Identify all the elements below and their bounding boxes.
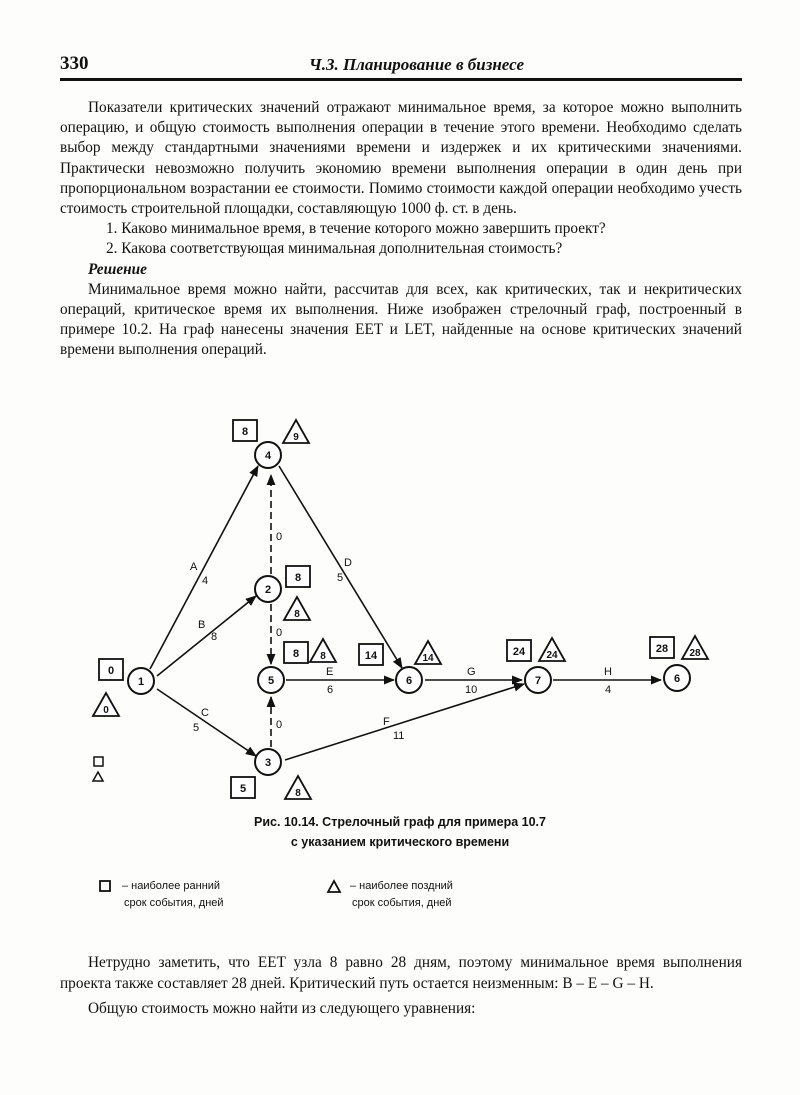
edge-H-label: H [604, 666, 612, 678]
legend-eet [100, 878, 224, 912]
eet-node-3: 5 [239, 783, 247, 795]
caption-line-1: Рис. 10.14. Стрелочный граф для примера 10.7 [254, 815, 546, 829]
edge-C-duration: 5 [193, 722, 200, 734]
key-triangle-glyph [93, 772, 103, 781]
edge-D-label: D [344, 557, 352, 569]
dummy-3-5-duration: 0 [276, 719, 283, 731]
eet-node-8: 28 [655, 643, 669, 655]
edge-A-label: A [190, 561, 198, 573]
legend-eet-line-1: – наиболее ранний [122, 880, 221, 892]
edge-B [157, 596, 256, 676]
let-node-4: 9 [293, 432, 299, 443]
dummy-2-5-duration: 0 [276, 627, 283, 639]
let-node-3: 8 [295, 788, 301, 799]
solution-paragraph: Минимальное время можно найти, рассчитав для всех, как критических, так и некритических операций, критическое время их выполнения. Ниже изображен стрелочный граф, построенный в примере 10.2. На граф нанесены значения EET и LET, найденные на основе критических значений времени выполнения операций. [60, 280, 742, 359]
dummy-2-4-duration: 0 [276, 531, 283, 543]
let-node-6: 14 [422, 653, 434, 664]
edge-G-label: G [467, 666, 476, 678]
edge-G-duration: 10 [465, 684, 478, 696]
node-4-id: 4 [264, 450, 272, 462]
node-1-id: 1 [137, 676, 145, 688]
running-title: Ч.3. Планирование в бизнесе [308, 55, 524, 74]
edge-E-label: E [326, 666, 334, 678]
conclusion-block [60, 952, 742, 1019]
page-number: 330 [60, 53, 89, 74]
eet-node-6: 14 [364, 650, 378, 662]
edge-F [285, 684, 524, 760]
eet-node-5: 8 [292, 648, 300, 660]
figure-caption [150, 812, 650, 852]
solution-heading: Решение [88, 260, 147, 278]
edge-F-label: F [383, 716, 390, 728]
legend-let-line-1: – наиболее поздний [350, 880, 453, 892]
eet-node-1: 0 [107, 665, 115, 677]
edge-B-duration: 8 [211, 631, 218, 643]
edge-D-duration: 5 [337, 572, 344, 584]
node-7-id: 7 [534, 675, 542, 687]
edge-B-label: B [198, 619, 206, 631]
eet-node-2: 8 [294, 572, 302, 584]
node-8-id: 6 [673, 673, 681, 685]
conclusion-paragraph: Нетрудно заметить, что EET узла 8 равно 28 дням, поэтому минимальное время выполнения проекта также составляет 28 дней. Критический путь остается неизменным: B – E – G – H. [60, 954, 742, 992]
legend-let-line-2: срок события, дней [352, 897, 452, 909]
eet-node-4: 8 [241, 426, 249, 438]
let-node-1: 0 [103, 705, 109, 716]
edge-E-duration: 6 [327, 684, 334, 696]
caption-line-2: с указанием критического времени [290, 835, 510, 849]
edge-H-duration: 4 [605, 684, 612, 696]
edge-A-duration: 4 [202, 575, 209, 587]
legend-let [328, 878, 453, 912]
question-2: 2. Какова соответствующая минимальная дополнительная стоимость? [106, 240, 563, 258]
edge-F-duration: 11 [393, 730, 405, 742]
legend-eet-line-2: срок события, дней [124, 897, 224, 909]
let-node-5: 8 [320, 651, 326, 662]
node-3-id: 3 [264, 757, 272, 769]
edge-C [157, 689, 256, 756]
question-1: 1. Каково минимальное время, в течение которого можно завершить проект? [106, 220, 606, 238]
key-square-glyph [94, 757, 103, 766]
let-node-2: 8 [294, 609, 300, 620]
intro-paragraph: Показатели критических значений отражают минимальное время, за которое можно выполнить операцию, и общую стоимость выполнения операции в течение этого времени. Необходимо сделать выбор между стандартными значениями времени и издержек и их критическими значениями. Практически невозможно получить экономию времени выполнения операции в один день при пропорциональном возрастании ее стоимости. Помимо стоимости каждой операции необходимо учесть стоимость строительной площадки, составляющую 1000 ф. ст. в день. [60, 99, 742, 218]
eet-node-7: 24 [512, 646, 526, 658]
let-node-8: 28 [689, 648, 701, 659]
edge-C-label: C [201, 707, 209, 719]
node-6-id: 6 [405, 675, 413, 687]
next-paragraph: Общую стоимость можно найти из следующего уравнения: [88, 1000, 476, 1017]
node-5-id: 5 [267, 675, 275, 687]
node-2-id: 2 [264, 584, 272, 596]
let-node-7: 24 [546, 650, 558, 661]
